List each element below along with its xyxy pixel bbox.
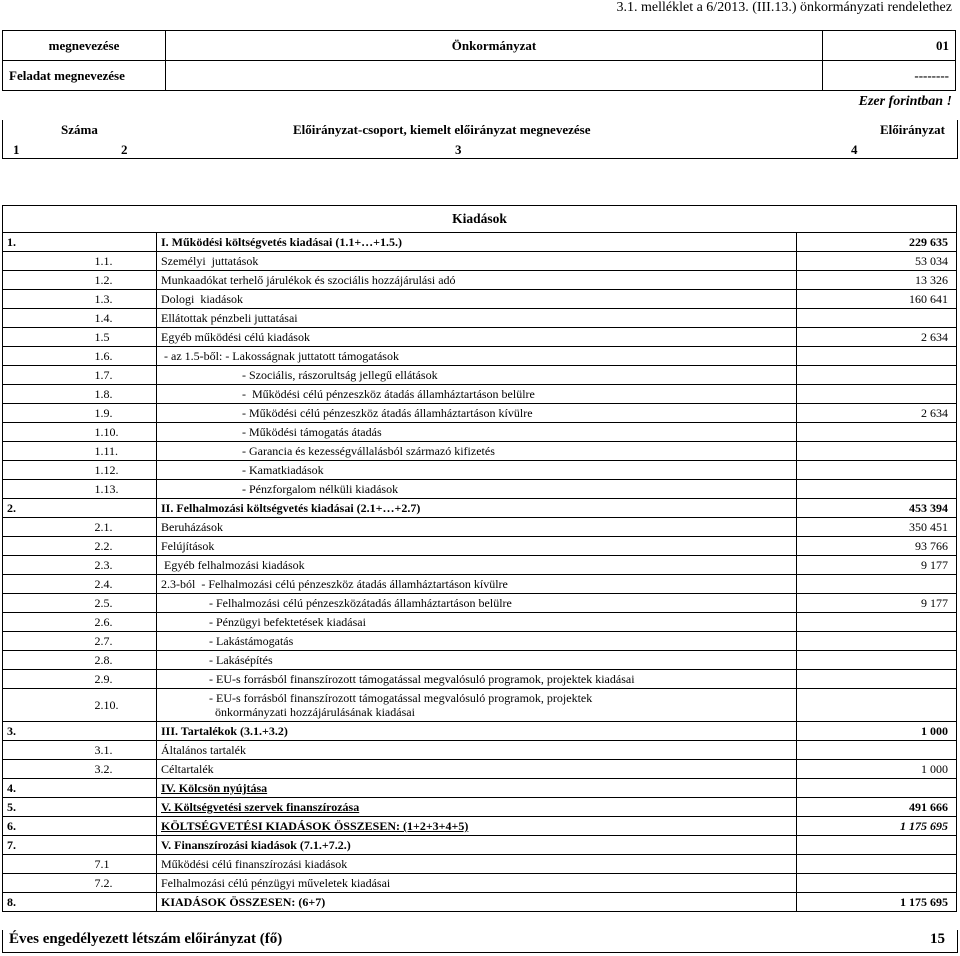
row-name: V. Finanszírozási kiadások (7.1.+7.2.) (157, 836, 797, 855)
row-number (3, 404, 91, 423)
row-name: - Felhalmozási célú pénzeszközátadás államháztartáson belülre (157, 594, 797, 613)
table-row (3, 760, 957, 779)
row-number: 1. (3, 233, 91, 252)
col-csoport: Előirányzat-csoport, kiemelt előirányzat megnevezése (293, 122, 591, 137)
expenses-table (2, 205, 957, 912)
row-value (797, 741, 957, 760)
table-row (3, 722, 957, 741)
row-name: KIADÁSOK ÖSSZESEN: (6+7) (157, 893, 797, 912)
row-value (797, 480, 957, 499)
row-subnumber: 1.6. (91, 347, 157, 366)
row-name: - Működési célú pénzeszköz átadás államháztartáson kívülre (157, 404, 797, 423)
row-name: - Garancia és kezességvállalásból származó kifizetés (157, 442, 797, 461)
row-subnumber: 1.11. (91, 442, 157, 461)
row-name: - Lakástámogatás (157, 632, 797, 651)
row-number (3, 461, 91, 480)
row-subnumber: 2.5. (91, 594, 157, 613)
table-row (3, 328, 957, 347)
table-row (3, 836, 957, 855)
row-subnumber: 1.13. (91, 480, 157, 499)
row-subnumber: 2.4. (91, 575, 157, 594)
row-name: Működési célú finanszírozási kiadások (157, 855, 797, 874)
row-subnumber: 1.10. (91, 423, 157, 442)
column-header (2, 120, 958, 159)
row-subnumber: 1.7. (91, 366, 157, 385)
row-number (3, 670, 91, 689)
row-value: 9 177 (797, 594, 957, 613)
table-row (3, 779, 957, 798)
row-value (797, 689, 957, 722)
table-row (3, 817, 957, 836)
row-number (3, 423, 91, 442)
row-name: - Lakásépítés (157, 651, 797, 670)
row-subnumber: 2.8. (91, 651, 157, 670)
row-number (3, 874, 91, 893)
table-row (3, 518, 957, 537)
row-subnumber: 7.2. (91, 874, 157, 893)
row-number: 2. (3, 499, 91, 518)
row-subnumber: 2.10. (91, 689, 157, 722)
megnevezese-label: megnevezése (3, 31, 166, 61)
feladat-spacer (166, 61, 823, 91)
table-row (3, 271, 957, 290)
row-value: 1 000 (797, 722, 957, 741)
table-row (3, 442, 957, 461)
row-subnumber: 1.3. (91, 290, 157, 309)
footer-label: Éves engedélyezett létszám előirányzat (fő) (9, 931, 283, 947)
row-name: - az 1.5-ből: - Lakosságnak juttatott támogatások (157, 347, 797, 366)
row-value (797, 461, 957, 480)
row-name: Személyi juttatások (157, 252, 797, 271)
table-row (3, 632, 957, 651)
row-number (3, 518, 91, 537)
row-value (797, 613, 957, 632)
row-subnumber: 1.5 (91, 328, 157, 347)
row-subnumber: 1.4. (91, 309, 157, 328)
row-value: 9 177 (797, 556, 957, 575)
row-number (3, 328, 91, 347)
table-row (3, 385, 957, 404)
document-title: 3.1. melléklet a 6/2013. (III.13.) önkormányzati rendelethez (616, 0, 952, 15)
footer-row (2, 930, 958, 953)
row-name: Felhalmozási célú pénzügyi műveletek kiadásai (157, 874, 797, 893)
row-subnumber: 2.1. (91, 518, 157, 537)
table-row (3, 594, 957, 613)
row-value: 491 666 (797, 798, 957, 817)
row-subnumber: 2.9. (91, 670, 157, 689)
row-name: KÖLTSÉGVETÉSI KIADÁSOK ÖSSZESEN: (1+2+3+4+5) (157, 817, 797, 836)
row-value: 53 034 (797, 252, 957, 271)
unit-label: Ezer forintban ! (858, 94, 952, 109)
row-value (797, 385, 957, 404)
row-subnumber: 1.9. (91, 404, 157, 423)
row-subnumber (91, 836, 157, 855)
row-number: 5. (3, 798, 91, 817)
table-row (3, 537, 957, 556)
table-row (3, 670, 957, 689)
row-value (797, 309, 957, 328)
row-value (797, 651, 957, 670)
row-subnumber: 1.2. (91, 271, 157, 290)
col-num-2: 2 (121, 142, 128, 157)
row-subnumber: 1.1. (91, 252, 157, 271)
table-row (3, 252, 957, 271)
table-row (3, 423, 957, 442)
row-number: 8. (3, 893, 91, 912)
table-row (3, 480, 957, 499)
row-number (3, 385, 91, 404)
row-number (3, 366, 91, 385)
row-subnumber: 2.7. (91, 632, 157, 651)
row-name: - EU-s forrásból finanszírozott támogatással megvalósuló programok, projektek önkormányzati hozzájárulásának kiadásai (157, 689, 797, 722)
row-subnumber (91, 779, 157, 798)
section-title: Kiadások (3, 206, 957, 233)
row-number (3, 760, 91, 779)
row-number (3, 575, 91, 594)
table-row (3, 855, 957, 874)
row-name: Munkaadókat terhelő járulékok és szociális hozzájárulási adó (157, 271, 797, 290)
col-num-3: 3 (455, 142, 462, 157)
row-value (797, 347, 957, 366)
row-name: - Kamatkiadások (157, 461, 797, 480)
row-number (3, 689, 91, 722)
row-number: 6. (3, 817, 91, 836)
row-value: 2 634 (797, 328, 957, 347)
row-value (797, 779, 957, 798)
row-name: Ellátottak pénzbeli juttatásai (157, 309, 797, 328)
row-value: 2 634 (797, 404, 957, 423)
table-row (3, 499, 957, 518)
table-row (3, 575, 957, 594)
row-name: Beruházások (157, 518, 797, 537)
row-number: 4. (3, 779, 91, 798)
row-number (3, 632, 91, 651)
row-number (3, 252, 91, 271)
row-subnumber (91, 798, 157, 817)
row-name: - Működési célú pénzeszköz átadás államháztartáson belülre (157, 385, 797, 404)
row-number: 3. (3, 722, 91, 741)
row-number (3, 309, 91, 328)
table-row (3, 874, 957, 893)
row-value (797, 442, 957, 461)
row-value (797, 874, 957, 893)
row-value: 1 000 (797, 760, 957, 779)
row-subnumber: 2.3. (91, 556, 157, 575)
row-value: 350 451 (797, 518, 957, 537)
row-name: 2.3-ból - Felhalmozási célú pénzeszköz átadás államháztartáson kívülre (157, 575, 797, 594)
row-value (797, 670, 957, 689)
row-value: 1 175 695 (797, 817, 957, 836)
row-name: IV. Kölcsön nyújtása (157, 779, 797, 798)
row-value: 160 641 (797, 290, 957, 309)
row-name: - EU-s forrásból finanszírozott támogatással megvalósuló programok, projektek kiadásai (157, 670, 797, 689)
row-number (3, 271, 91, 290)
table-row (3, 233, 957, 252)
row-name: Általános tartalék (157, 741, 797, 760)
row-subnumber: 3.2. (91, 760, 157, 779)
row-value (797, 423, 957, 442)
row-subnumber (91, 893, 157, 912)
row-value (797, 855, 957, 874)
row-name: V. Költségvetési szervek finanszírozása (157, 798, 797, 817)
footer-value: 15 (930, 931, 945, 947)
row-number (3, 855, 91, 874)
row-value: 1 175 695 (797, 893, 957, 912)
row-value: 453 394 (797, 499, 957, 518)
table-row (3, 613, 957, 632)
row-value (797, 836, 957, 855)
row-number (3, 347, 91, 366)
col-eloiranyzat: Előirányzat (880, 122, 945, 137)
row-number (3, 480, 91, 499)
row-value: 13 326 (797, 271, 957, 290)
table-row (3, 347, 957, 366)
row-value (797, 366, 957, 385)
row-name: Dologi kiadások (157, 290, 797, 309)
row-name: I. Működési költségvetés kiadásai (1.1+…+1.5.) (157, 233, 797, 252)
row-subnumber: 2.2. (91, 537, 157, 556)
row-subnumber: 3.1. (91, 741, 157, 760)
row-subnumber: 7.1 (91, 855, 157, 874)
table-row (3, 741, 957, 760)
megnevezese-value: Önkormányzat (166, 31, 823, 61)
table-row (3, 461, 957, 480)
row-name: - Szociális, rászorultság jellegű ellátások (157, 366, 797, 385)
table-row (3, 798, 957, 817)
row-value: 229 635 (797, 233, 957, 252)
row-value (797, 632, 957, 651)
row-number (3, 290, 91, 309)
row-name: Egyéb felhalmozási kiadások (157, 556, 797, 575)
row-subnumber (91, 499, 157, 518)
col-num-1: 1 (13, 142, 20, 157)
row-name: - Működési támogatás átadás (157, 423, 797, 442)
row-number (3, 537, 91, 556)
feladat-value: -------- (823, 61, 956, 91)
table-row (3, 651, 957, 670)
row-subnumber: 1.8. (91, 385, 157, 404)
table-row (3, 290, 957, 309)
row-name: Egyéb működési célú kiadások (157, 328, 797, 347)
feladat-label: Feladat megnevezése (3, 61, 166, 91)
table-row (3, 689, 957, 722)
row-name: Céltartalék (157, 760, 797, 779)
table-row (3, 556, 957, 575)
megnevezese-code: 01 (823, 31, 956, 61)
row-subnumber (91, 233, 157, 252)
table-row (3, 309, 957, 328)
row-number (3, 651, 91, 670)
row-subnumber (91, 722, 157, 741)
row-number (3, 741, 91, 760)
table-row (3, 366, 957, 385)
row-name: Felújítások (157, 537, 797, 556)
meta-table (2, 30, 956, 91)
row-number (3, 594, 91, 613)
row-number (3, 442, 91, 461)
row-subnumber: 2.6. (91, 613, 157, 632)
row-name: III. Tartalékok (3.1.+3.2) (157, 722, 797, 741)
row-number (3, 556, 91, 575)
row-number: 7. (3, 836, 91, 855)
row-value (797, 575, 957, 594)
row-name: - Pénzügyi befektetések kiadásai (157, 613, 797, 632)
row-number (3, 613, 91, 632)
row-name: - Pénzforgalom nélküli kiadások (157, 480, 797, 499)
col-szama: Száma (61, 122, 98, 137)
row-subnumber: 1.12. (91, 461, 157, 480)
col-num-4: 4 (851, 142, 858, 157)
row-name: II. Felhalmozási költségvetés kiadásai (2.1+…+2.7) (157, 499, 797, 518)
row-value: 93 766 (797, 537, 957, 556)
row-subnumber (91, 817, 157, 836)
table-row (3, 893, 957, 912)
table-row (3, 404, 957, 423)
